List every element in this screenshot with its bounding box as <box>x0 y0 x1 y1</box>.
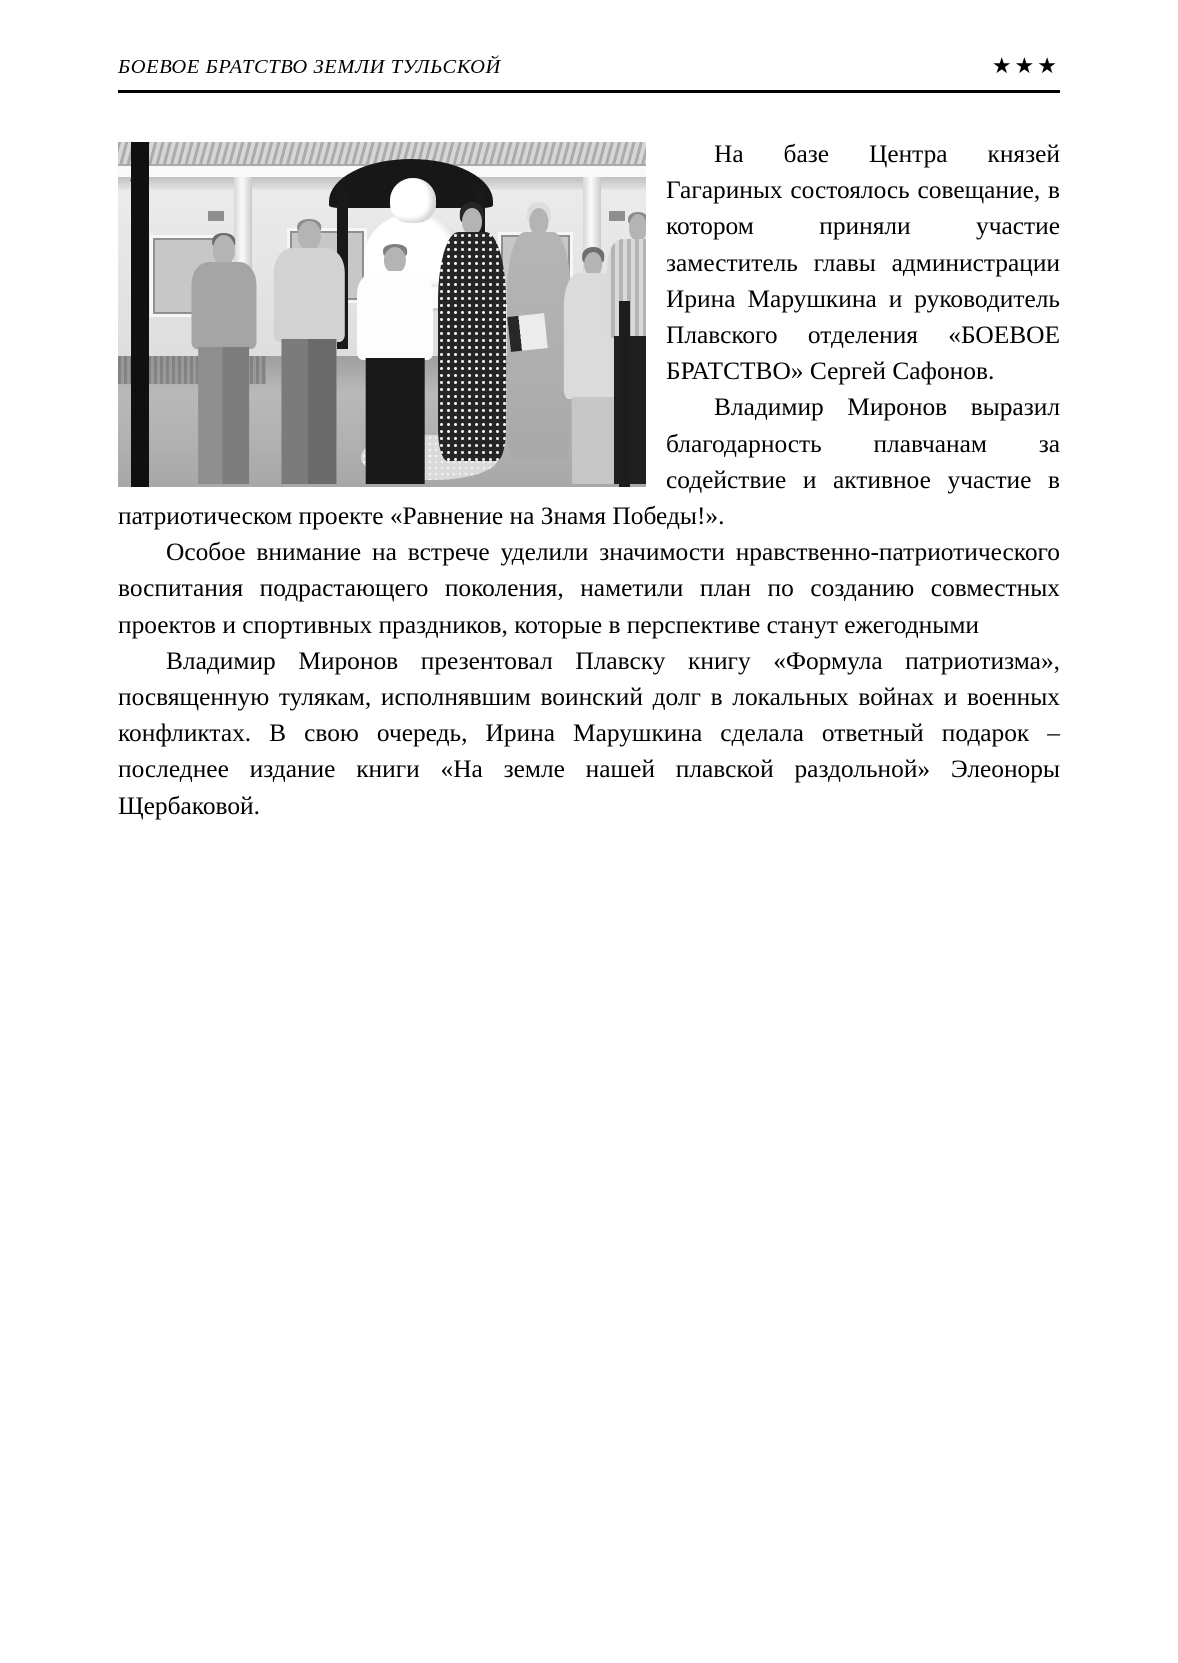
three-stars-icon: ★★★ <box>991 53 1060 78</box>
photo-bust-head <box>390 178 435 223</box>
photograph-image <box>118 142 646 487</box>
article-body <box>118 136 1060 824</box>
photo-person-torso <box>191 262 256 349</box>
article-paragraph-3: Особое внимание на встрече уделили значимости нравственно-патриотического воспитания подрастающего поколения, наметили план по созданию совместных проектов и спортивных праздников, которые в перспективе станут ежегодными <box>118 538 1060 639</box>
photo-person-head <box>462 208 482 236</box>
photo-person-torso <box>357 271 433 360</box>
photo-person-torso <box>438 232 506 461</box>
photo-wall-vent <box>208 211 224 221</box>
photo-gate-post <box>131 142 149 487</box>
photo-person-legs <box>198 347 250 484</box>
photo-held-book <box>507 313 547 351</box>
photo-person-head <box>298 221 320 250</box>
photo-person-head <box>384 247 406 274</box>
photo-person-legs <box>366 358 425 484</box>
photo-person <box>356 242 435 484</box>
photo-person-legs <box>282 339 337 483</box>
photo-person <box>435 208 509 484</box>
photo-person-head <box>212 235 234 265</box>
photo-person <box>271 221 348 483</box>
photo-gate-arm <box>130 175 133 182</box>
photo-person-head <box>529 208 548 236</box>
photo-person-head <box>584 252 602 276</box>
photo-person-torso <box>274 248 344 342</box>
photo-person-head <box>629 214 646 241</box>
photo-person <box>187 235 261 483</box>
article-photo <box>118 142 646 487</box>
article-paragraph-4: Владимир Миронов презентовал Плавску книгу «Формула патриотизма», посвященную тулякам, исполнявшим воинский долг в локальных войнах и военных конфликтах. В свою очередь, Ирина Марушкина сделала ответный подарок – последнее издание книги «На земле нашей плавской раздольной» Элеоноры Щербаковой. <box>118 646 1060 820</box>
article-paragraph-1: На базе Центра князей Гагариных состоялось совещание, в котором приняли участие заместитель главы администрации Ирина Марушкина и руководитель Плавского отделения «БОЕВОЕ БРАТСТВО» Сергей Сафонов. <box>666 140 1060 386</box>
header-rule <box>118 90 1060 93</box>
running-head-title: БОЕВОЕ БРАТСТВО ЗЕМЛИ ТУЛЬСКОЙ <box>118 55 501 78</box>
article-paragraph-2: Владимир Миронов выразил благодарность плавчанам за содействие и активное участие в патриотическом проекте «Равнение на Знамя Победы!». <box>118 393 1060 531</box>
photo-gate-post-right <box>619 301 631 487</box>
running-head <box>118 55 1060 77</box>
